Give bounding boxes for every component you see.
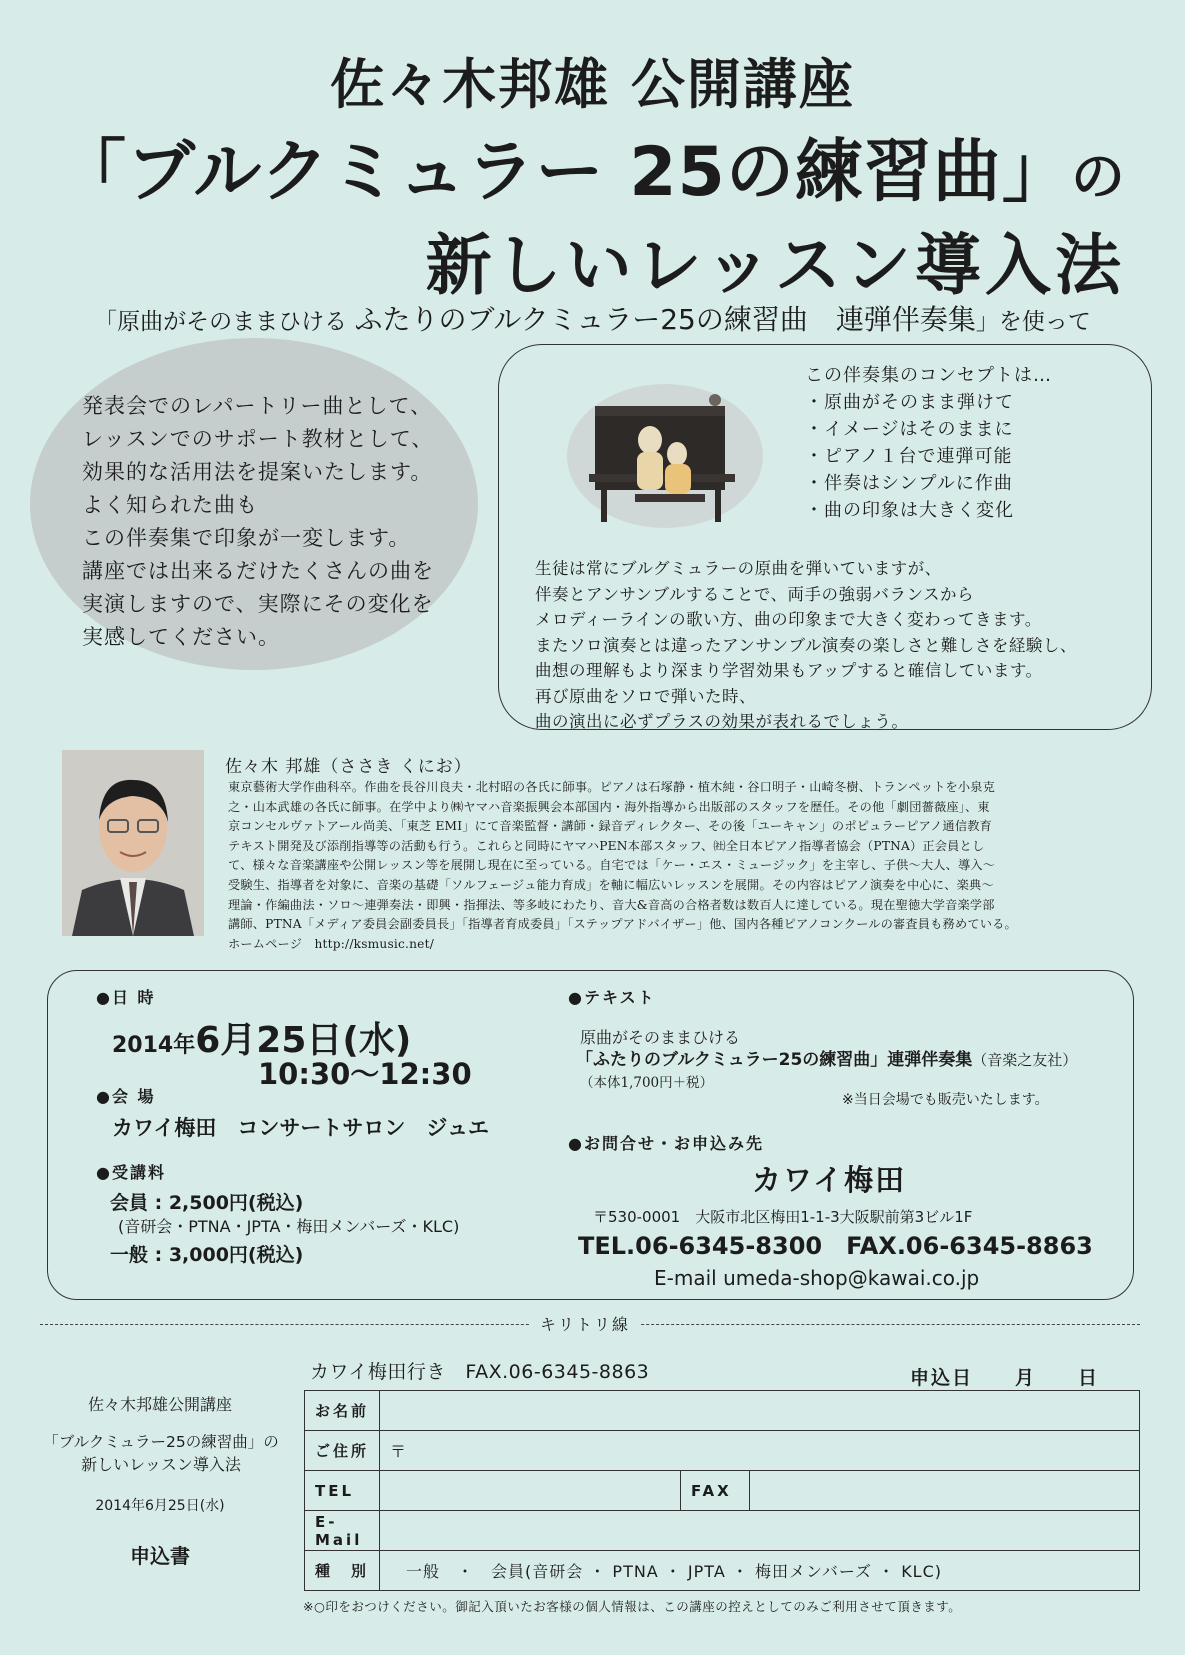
piano-duet-illustration [565,378,765,528]
intro-line: 発表会でのレパートリー曲として、 [82,394,433,418]
intro-line: レッスンでのサポート教材として、 [82,427,434,451]
form-field-tel[interactable] [380,1471,681,1511]
text-note: ※当日会場でも販売いたします。 [842,1092,1049,1108]
contact-tel[interactable]: TEL.06-6345-8300 [578,1232,823,1260]
intro-text [82,390,434,654]
form-row-tel [305,1471,1140,1511]
bio-line: 理論・作編曲法・ソロ～連弾奏法・即興・指揮法、等多岐にわたり、音大&音高の合格者数は数百人に達している。現在聖徳大学音楽学部 [228,897,995,912]
concept-body-line: またソロ演奏とは違ったアンサンブル演奏の楽しさと難しさを経験し、 [535,635,1077,655]
instructor-photo [62,750,204,936]
contact-phone [578,1232,1093,1260]
form-side-title1: 佐々木邦雄公開講座 [87,1395,232,1414]
form-field-type-options[interactable]: 一般 ・ 会員(音研会 ・ PTNA ・ JPTA ・ 梅田メンバーズ ・ KLC) [380,1551,1140,1591]
title-line2-suffix: の [1070,145,1126,208]
form-row-type [305,1551,1140,1591]
bio-line: 受験生、指導者を対象に、音楽の基礎「ソルフェージュ能力育成」を軸に幅広いレッスンを展開。その内容はピアノ演奏を中心に、楽典～ [228,877,994,892]
bio-line: て、様々な音楽講座や公開レッスン等を展開し現在に至っている。自宅では「ケー・エス・ミュージック」を主宰し、子供～大人、導入～ [228,858,996,873]
intro-line: 効果的な活用法を提案いたします。 [82,460,433,484]
concept-item: ・ピアノ１台で連弾可能 [805,446,1013,467]
application-form-table [304,1390,1140,1591]
form-field-name[interactable] [380,1391,1140,1431]
fee-general: 一般 : 3,000円(税込) [110,1244,304,1266]
venue: カワイ梅田 コンサートサロン ジュエ [112,1116,489,1140]
form-row-name [305,1391,1140,1431]
event-day: 6月25日(水) [195,1020,412,1061]
contact-address: 〒530-0001 大阪市北区梅田1-1-3大阪駅前第3ビル1F [593,1208,973,1226]
form-row-address [305,1431,1140,1471]
intro-line: 講座では出来るだけたくさんの曲を [82,559,434,583]
title-line2-main: 「ブルクミュラー 25の練習曲」 [58,133,1071,212]
text-publisher: （音楽之友社） [972,1051,1078,1069]
form-field-fax[interactable] [750,1471,1140,1511]
concept-body-line: 曲想の理解もより深まり学習効果もアップすると確信しています。 [535,661,1043,680]
form-label-tel: TEL [305,1471,380,1511]
form-label-name: お名前 [305,1391,380,1431]
bio-line: 之・山本武雄の各氏に師事。在学中より㈱ヤマハ音楽振興会本部国内・海外指導から出版部のスタッフを歴任。その他「劇団薔薇座」、東 [228,799,990,814]
bio-line: 東京藝術大学作曲科卒。作曲を長谷川良夫・北村昭の各氏に師事。ピアノは石塚静・植木純・谷口明子・山崎冬樹、トランペットを小泉克 [228,780,996,794]
cut-line-label: キリトリ線 [530,1312,640,1335]
form-side-date: 2014年6月25日(水) [95,1498,225,1514]
venue-label: ●会 場 [96,1087,156,1106]
title-line3: 新しいレッスン導入法 [425,227,1125,304]
text-line2 [576,1045,1077,1070]
fee-label: ●受講料 [96,1163,166,1182]
fee-member: 会員 : 2,500円(税込) [110,1192,304,1214]
concept-list [805,362,1052,524]
instructor-name: 佐々木 邦雄（ささき くにお） [225,757,472,777]
concept-heading: この伴奏集のコンセプトは… [805,365,1052,386]
contact-fax[interactable]: FAX.06-6345-8863 [846,1232,1093,1260]
text-label: ●テキスト [568,988,656,1007]
date-label: ●日 時 [96,988,156,1007]
bio-line: テキスト開発及び添削指導等の活動も行う。これらと同時にヤマハPEN本部スタッフ、㈳全日本ピアノ指導者協会（PTNA）正会員とし [228,838,985,853]
form-field-email[interactable] [380,1511,1140,1551]
form-label-type: 種 別 [305,1551,380,1591]
concept-item: ・伴奏はシンプルに作曲 [805,473,1013,494]
concept-item: ・曲の印象は大きく変化 [805,500,1014,521]
intro-line: よく知られた曲も [82,493,258,517]
form-row-email [305,1511,1140,1551]
intro-line: この伴奏集で印象が一変します。 [82,526,411,550]
bio-line: 京コンセルヴァトアール尚美、「東芝 EMI」にて音楽監督・講師・録音ディレクター、その後「ユーキャン」のポピュラーピアノ通信教育 [228,819,992,834]
text-price: （本体1,700円＋税） [580,1075,714,1091]
subtitle-book: ふたりのブルクミュラー25の練習曲 連弾伴奏集 [354,303,976,336]
concept-body [535,556,1077,735]
contact-name: カワイ梅田 [752,1163,907,1197]
bio-line: 講師、PTNA「メディア委員会副委員長」「指導者育成委員」「ステップアドバイザー」他、国内各種ピアノコンクールの審査員も務めている。 [228,917,1017,932]
text-line1: 原曲がそのままひける [580,1028,741,1047]
contact-label: ●お問合せ・お申込み先 [568,1134,764,1153]
subtitle-prefix: 「原曲がそのままひける [94,309,348,335]
event-year: 2014年 [112,1033,196,1058]
form-side-name: 申込書 [130,1544,190,1568]
form-side-title3: 新しいレッスン導入法 [81,1455,241,1474]
postal-mark: 〒 [390,1442,407,1461]
form-footnote: ※○印をおつけください。御記入頂いたお客様の個人情報は、この講座の控えとしてのみご利用させて頂きます。 [303,1599,962,1614]
concept-body-line: 伴奏とアンサンブルすることで、両手の強弱バランスから [535,584,975,604]
form-field-address[interactable] [380,1431,1140,1471]
subtitle-suffix: 」を使って [975,309,1091,335]
form-fax-header: カワイ梅田行き FAX.06-6345-8863 [310,1361,650,1383]
contact-email[interactable]: E-mail umeda-shop@kawai.co.jp [654,1266,980,1290]
concept-body-line: メロディーラインの歌い方、曲の印象まで大きく変わってきます。 [535,610,1042,629]
form-apply-date: 申込日 月 日 [910,1367,1100,1389]
bio-homepage[interactable]: ホームページ http://ksmusic.net/ [228,936,434,951]
concept-item: ・イメージはそのままに [805,419,1014,440]
intro-line: 実演しますので、実際にその変化を [82,592,434,616]
form-label-fax: FAX [681,1471,750,1511]
concept-body-line: 生徒は常にブルグミュラーの原曲を弾いていますが、 [535,559,942,578]
title-line1: 佐々木邦雄 公開講座 [330,53,855,116]
intro-line: 実感してください。 [82,625,280,649]
concept-body-line: 曲の演出に必ずプラスの効果が表れるでしょう。 [535,712,909,731]
concept-body-line: 再び原曲をソロで弾いた時、 [535,686,756,706]
concept-item: ・原曲がそのまま弾けて [805,392,1014,413]
form-label-email: E-Mail [305,1511,380,1551]
form-side-title2: 「ブルクミュラー25の練習曲」の [43,1433,279,1451]
text-title: 「ふたりのブルクミュラー25の練習曲」連弾伴奏集 [576,1050,973,1070]
event-time: 10:30～12:30 [258,1057,472,1091]
instructor-bio [228,778,1138,954]
fee-member-note: (音研会・PTNA・JPTA・梅田メンバーズ・KLC) [118,1217,460,1236]
subtitle [0,298,1185,338]
form-label-address: ご住所 [305,1431,380,1471]
title-line2 [58,118,1126,215]
